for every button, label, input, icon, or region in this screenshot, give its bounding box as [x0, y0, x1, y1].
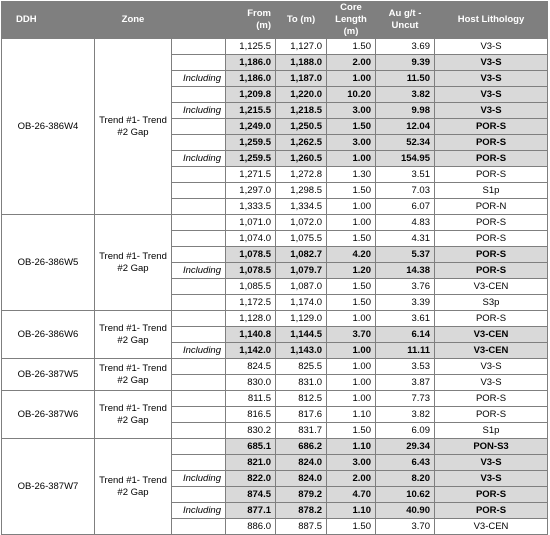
- zone-cell: Trend #1- Trend #2 Gap: [95, 359, 172, 391]
- to-cell: 1,262.5: [276, 135, 327, 151]
- au-cell: 11.11: [376, 343, 435, 359]
- ddh-cell: OB-26-387W6: [2, 391, 95, 439]
- from-cell: 816.5: [226, 407, 276, 423]
- from-cell: 1,333.5: [226, 199, 276, 215]
- lithology-cell: POR-S: [435, 407, 548, 423]
- from-cell: 830.2: [226, 423, 276, 439]
- core-length-cell: 3.70: [327, 327, 376, 343]
- to-cell: 1,075.5: [276, 231, 327, 247]
- ddh-cell: OB-26-386W4: [2, 39, 95, 215]
- core-length-cell: 1.00: [327, 375, 376, 391]
- from-cell: 811.5: [226, 391, 276, 407]
- from-cell: 1,074.0: [226, 231, 276, 247]
- from-cell: 1,142.0: [226, 343, 276, 359]
- including-cell: [172, 311, 226, 327]
- core-length-cell: 1.00: [327, 151, 376, 167]
- to-cell: 1,079.7: [276, 263, 327, 279]
- au-cell: 12.04: [376, 119, 435, 135]
- au-cell: 29.34: [376, 439, 435, 455]
- header-ddh: DDH: [2, 2, 95, 39]
- to-cell: 1,143.0: [276, 343, 327, 359]
- including-cell: [172, 39, 226, 55]
- assay-results-table: [1, 1, 548, 535]
- to-cell: 831.7: [276, 423, 327, 439]
- including-cell: [172, 247, 226, 263]
- lithology-cell: V3-S: [435, 471, 548, 487]
- from-cell: 1,078.5: [226, 263, 276, 279]
- from-cell: 1,209.8: [226, 87, 276, 103]
- au-cell: 7.03: [376, 183, 435, 199]
- lithology-cell: V3-S: [435, 359, 548, 375]
- core-length-cell: 1.00: [327, 215, 376, 231]
- to-cell: 831.0: [276, 375, 327, 391]
- including-cell: Including: [172, 151, 226, 167]
- from-cell: 1,071.0: [226, 215, 276, 231]
- core-length-cell: 3.00: [327, 103, 376, 119]
- core-length-cell: 10.20: [327, 87, 376, 103]
- core-length-cell: 1.50: [327, 39, 376, 55]
- including-cell: Including: [172, 471, 226, 487]
- to-cell: 1,082.7: [276, 247, 327, 263]
- lithology-cell: POR-S: [435, 119, 548, 135]
- ddh-cell: OB-26-386W5: [2, 215, 95, 311]
- header-lithology: Host Lithology: [435, 2, 548, 39]
- au-cell: 9.98: [376, 103, 435, 119]
- table-row: [2, 359, 548, 375]
- table-row: [2, 215, 548, 231]
- lithology-cell: POR-S: [435, 391, 548, 407]
- to-cell: 1,087.0: [276, 279, 327, 295]
- from-cell: 1,078.5: [226, 247, 276, 263]
- including-cell: Including: [172, 71, 226, 87]
- ddh-cell: OB-26-387W7: [2, 439, 95, 535]
- to-cell: 887.5: [276, 519, 327, 535]
- zone-cell: Trend #1- Trend #2 Gap: [95, 39, 172, 215]
- core-length-cell: 1.50: [327, 119, 376, 135]
- including-cell: [172, 407, 226, 423]
- core-length-cell: 4.70: [327, 487, 376, 503]
- core-length-cell: 1.30: [327, 167, 376, 183]
- core-length-cell: 1.00: [327, 343, 376, 359]
- lithology-cell: POR-S: [435, 151, 548, 167]
- core-length-cell: 1.00: [327, 199, 376, 215]
- to-cell: 1,272.8: [276, 167, 327, 183]
- header-au: Au g/t - Uncut: [376, 2, 435, 39]
- to-cell: 1,188.0: [276, 55, 327, 71]
- au-cell: 6.14: [376, 327, 435, 343]
- core-length-cell: 1.50: [327, 519, 376, 535]
- au-cell: 3.61: [376, 311, 435, 327]
- au-cell: 52.34: [376, 135, 435, 151]
- au-cell: 3.39: [376, 295, 435, 311]
- including-cell: [172, 55, 226, 71]
- to-cell: 817.6: [276, 407, 327, 423]
- zone-cell: Trend #1- Trend #2 Gap: [95, 439, 172, 535]
- to-cell: 1,334.5: [276, 199, 327, 215]
- core-length-cell: 3.00: [327, 455, 376, 471]
- from-cell: 1,215.5: [226, 103, 276, 119]
- au-cell: 3.82: [376, 407, 435, 423]
- including-cell: [172, 391, 226, 407]
- lithology-cell: V3-CEN: [435, 279, 548, 295]
- au-cell: 3.87: [376, 375, 435, 391]
- core-length-cell: 1.00: [327, 359, 376, 375]
- table-row: [2, 391, 548, 407]
- header-including: [172, 2, 226, 39]
- including-cell: [172, 375, 226, 391]
- au-cell: 4.83: [376, 215, 435, 231]
- core-length-cell: 1.00: [327, 71, 376, 87]
- core-length-cell: 1.50: [327, 231, 376, 247]
- lithology-cell: POR-S: [435, 503, 548, 519]
- to-cell: 824.0: [276, 455, 327, 471]
- lithology-cell: V3-S: [435, 87, 548, 103]
- lithology-cell: S3p: [435, 295, 548, 311]
- lithology-cell: POR-S: [435, 215, 548, 231]
- lithology-cell: POR-N: [435, 199, 548, 215]
- au-cell: 6.09: [376, 423, 435, 439]
- lithology-cell: V3-S: [435, 39, 548, 55]
- lithology-cell: S1p: [435, 423, 548, 439]
- including-cell: [172, 455, 226, 471]
- to-cell: 824.0: [276, 471, 327, 487]
- lithology-cell: V3-S: [435, 55, 548, 71]
- lithology-cell: POR-S: [435, 311, 548, 327]
- lithology-cell: V3-S: [435, 103, 548, 119]
- from-cell: 1,186.0: [226, 55, 276, 71]
- lithology-cell: POR-S: [435, 167, 548, 183]
- header-from: From (m): [226, 2, 276, 39]
- lithology-cell: V3-CEN: [435, 519, 548, 535]
- including-cell: [172, 439, 226, 455]
- from-cell: 824.5: [226, 359, 276, 375]
- au-cell: 7.73: [376, 391, 435, 407]
- including-cell: [172, 519, 226, 535]
- core-length-cell: 1.50: [327, 279, 376, 295]
- to-cell: 825.5: [276, 359, 327, 375]
- header-zone: Zone: [95, 2, 172, 39]
- lithology-cell: V3-S: [435, 375, 548, 391]
- core-length-cell: 2.00: [327, 55, 376, 71]
- including-cell: [172, 183, 226, 199]
- to-cell: 1,187.0: [276, 71, 327, 87]
- from-cell: 874.5: [226, 487, 276, 503]
- to-cell: 1,127.0: [276, 39, 327, 55]
- to-cell: 812.5: [276, 391, 327, 407]
- au-cell: 6.43: [376, 455, 435, 471]
- core-length-cell: 1.50: [327, 295, 376, 311]
- core-length-cell: 3.00: [327, 135, 376, 151]
- to-cell: 1,144.5: [276, 327, 327, 343]
- to-cell: 1,072.0: [276, 215, 327, 231]
- au-cell: 10.62: [376, 487, 435, 503]
- to-cell: 879.2: [276, 487, 327, 503]
- from-cell: 1,259.5: [226, 151, 276, 167]
- lithology-cell: POR-S: [435, 263, 548, 279]
- table-row: [2, 439, 548, 455]
- core-length-cell: 1.10: [327, 503, 376, 519]
- au-cell: 154.95: [376, 151, 435, 167]
- table-row: [2, 39, 548, 55]
- core-length-cell: 1.10: [327, 407, 376, 423]
- to-cell: 1,220.0: [276, 87, 327, 103]
- including-cell: [172, 359, 226, 375]
- to-cell: 1,218.5: [276, 103, 327, 119]
- lithology-cell: POR-S: [435, 231, 548, 247]
- header-core-length: Core Length (m): [327, 2, 376, 39]
- table-row: [2, 311, 548, 327]
- ddh-cell: OB-26-387W5: [2, 359, 95, 391]
- au-cell: 14.38: [376, 263, 435, 279]
- including-cell: [172, 327, 226, 343]
- including-cell: [172, 199, 226, 215]
- lithology-cell: PON-S3: [435, 439, 548, 455]
- lithology-cell: POR-S: [435, 487, 548, 503]
- including-cell: Including: [172, 343, 226, 359]
- au-cell: 6.07: [376, 199, 435, 215]
- zone-cell: Trend #1- Trend #2 Gap: [95, 391, 172, 439]
- au-cell: 3.69: [376, 39, 435, 55]
- core-length-cell: 1.00: [327, 391, 376, 407]
- core-length-cell: 1.50: [327, 183, 376, 199]
- including-cell: [172, 487, 226, 503]
- to-cell: 686.2: [276, 439, 327, 455]
- lithology-cell: V3-CEN: [435, 343, 548, 359]
- zone-cell: Trend #1- Trend #2 Gap: [95, 215, 172, 311]
- zone-cell: Trend #1- Trend #2 Gap: [95, 311, 172, 359]
- core-length-cell: 1.50: [327, 423, 376, 439]
- including-cell: Including: [172, 503, 226, 519]
- from-cell: 822.0: [226, 471, 276, 487]
- from-cell: 830.0: [226, 375, 276, 391]
- from-cell: 1,297.0: [226, 183, 276, 199]
- including-cell: [172, 279, 226, 295]
- from-cell: 877.1: [226, 503, 276, 519]
- from-cell: 1,128.0: [226, 311, 276, 327]
- to-cell: 1,298.5: [276, 183, 327, 199]
- from-cell: 821.0: [226, 455, 276, 471]
- core-length-cell: 4.20: [327, 247, 376, 263]
- from-cell: 1,186.0: [226, 71, 276, 87]
- lithology-cell: S1p: [435, 183, 548, 199]
- from-cell: 1,125.5: [226, 39, 276, 55]
- table-body: [2, 39, 548, 535]
- header-row: [2, 2, 548, 39]
- from-cell: 685.1: [226, 439, 276, 455]
- from-cell: 1,172.5: [226, 295, 276, 311]
- lithology-cell: V3-S: [435, 455, 548, 471]
- core-length-cell: 1.10: [327, 439, 376, 455]
- ddh-cell: OB-26-386W6: [2, 311, 95, 359]
- from-cell: 1,249.0: [226, 119, 276, 135]
- to-cell: 878.2: [276, 503, 327, 519]
- header-to: To (m): [276, 2, 327, 39]
- au-cell: 8.20: [376, 471, 435, 487]
- au-cell: 3.70: [376, 519, 435, 535]
- core-length-cell: 1.20: [327, 263, 376, 279]
- from-cell: 1,140.8: [226, 327, 276, 343]
- lithology-cell: V3-S: [435, 71, 548, 87]
- including-cell: [172, 295, 226, 311]
- from-cell: 886.0: [226, 519, 276, 535]
- including-cell: [172, 135, 226, 151]
- au-cell: 3.82: [376, 87, 435, 103]
- to-cell: 1,250.5: [276, 119, 327, 135]
- including-cell: [172, 215, 226, 231]
- lithology-cell: POR-S: [435, 247, 548, 263]
- including-cell: [172, 119, 226, 135]
- including-cell: Including: [172, 263, 226, 279]
- au-cell: 9.39: [376, 55, 435, 71]
- core-length-cell: 2.00: [327, 471, 376, 487]
- au-cell: 5.37: [376, 247, 435, 263]
- to-cell: 1,129.0: [276, 311, 327, 327]
- to-cell: 1,260.5: [276, 151, 327, 167]
- au-cell: 11.50: [376, 71, 435, 87]
- from-cell: 1,271.5: [226, 167, 276, 183]
- including-cell: Including: [172, 103, 226, 119]
- core-length-cell: 1.00: [327, 311, 376, 327]
- au-cell: 3.51: [376, 167, 435, 183]
- including-cell: [172, 231, 226, 247]
- au-cell: 40.90: [376, 503, 435, 519]
- au-cell: 4.31: [376, 231, 435, 247]
- lithology-cell: POR-S: [435, 135, 548, 151]
- to-cell: 1,174.0: [276, 295, 327, 311]
- au-cell: 3.53: [376, 359, 435, 375]
- including-cell: [172, 167, 226, 183]
- lithology-cell: V3-CEN: [435, 327, 548, 343]
- from-cell: 1,259.5: [226, 135, 276, 151]
- au-cell: 3.76: [376, 279, 435, 295]
- from-cell: 1,085.5: [226, 279, 276, 295]
- including-cell: [172, 423, 226, 439]
- including-cell: [172, 87, 226, 103]
